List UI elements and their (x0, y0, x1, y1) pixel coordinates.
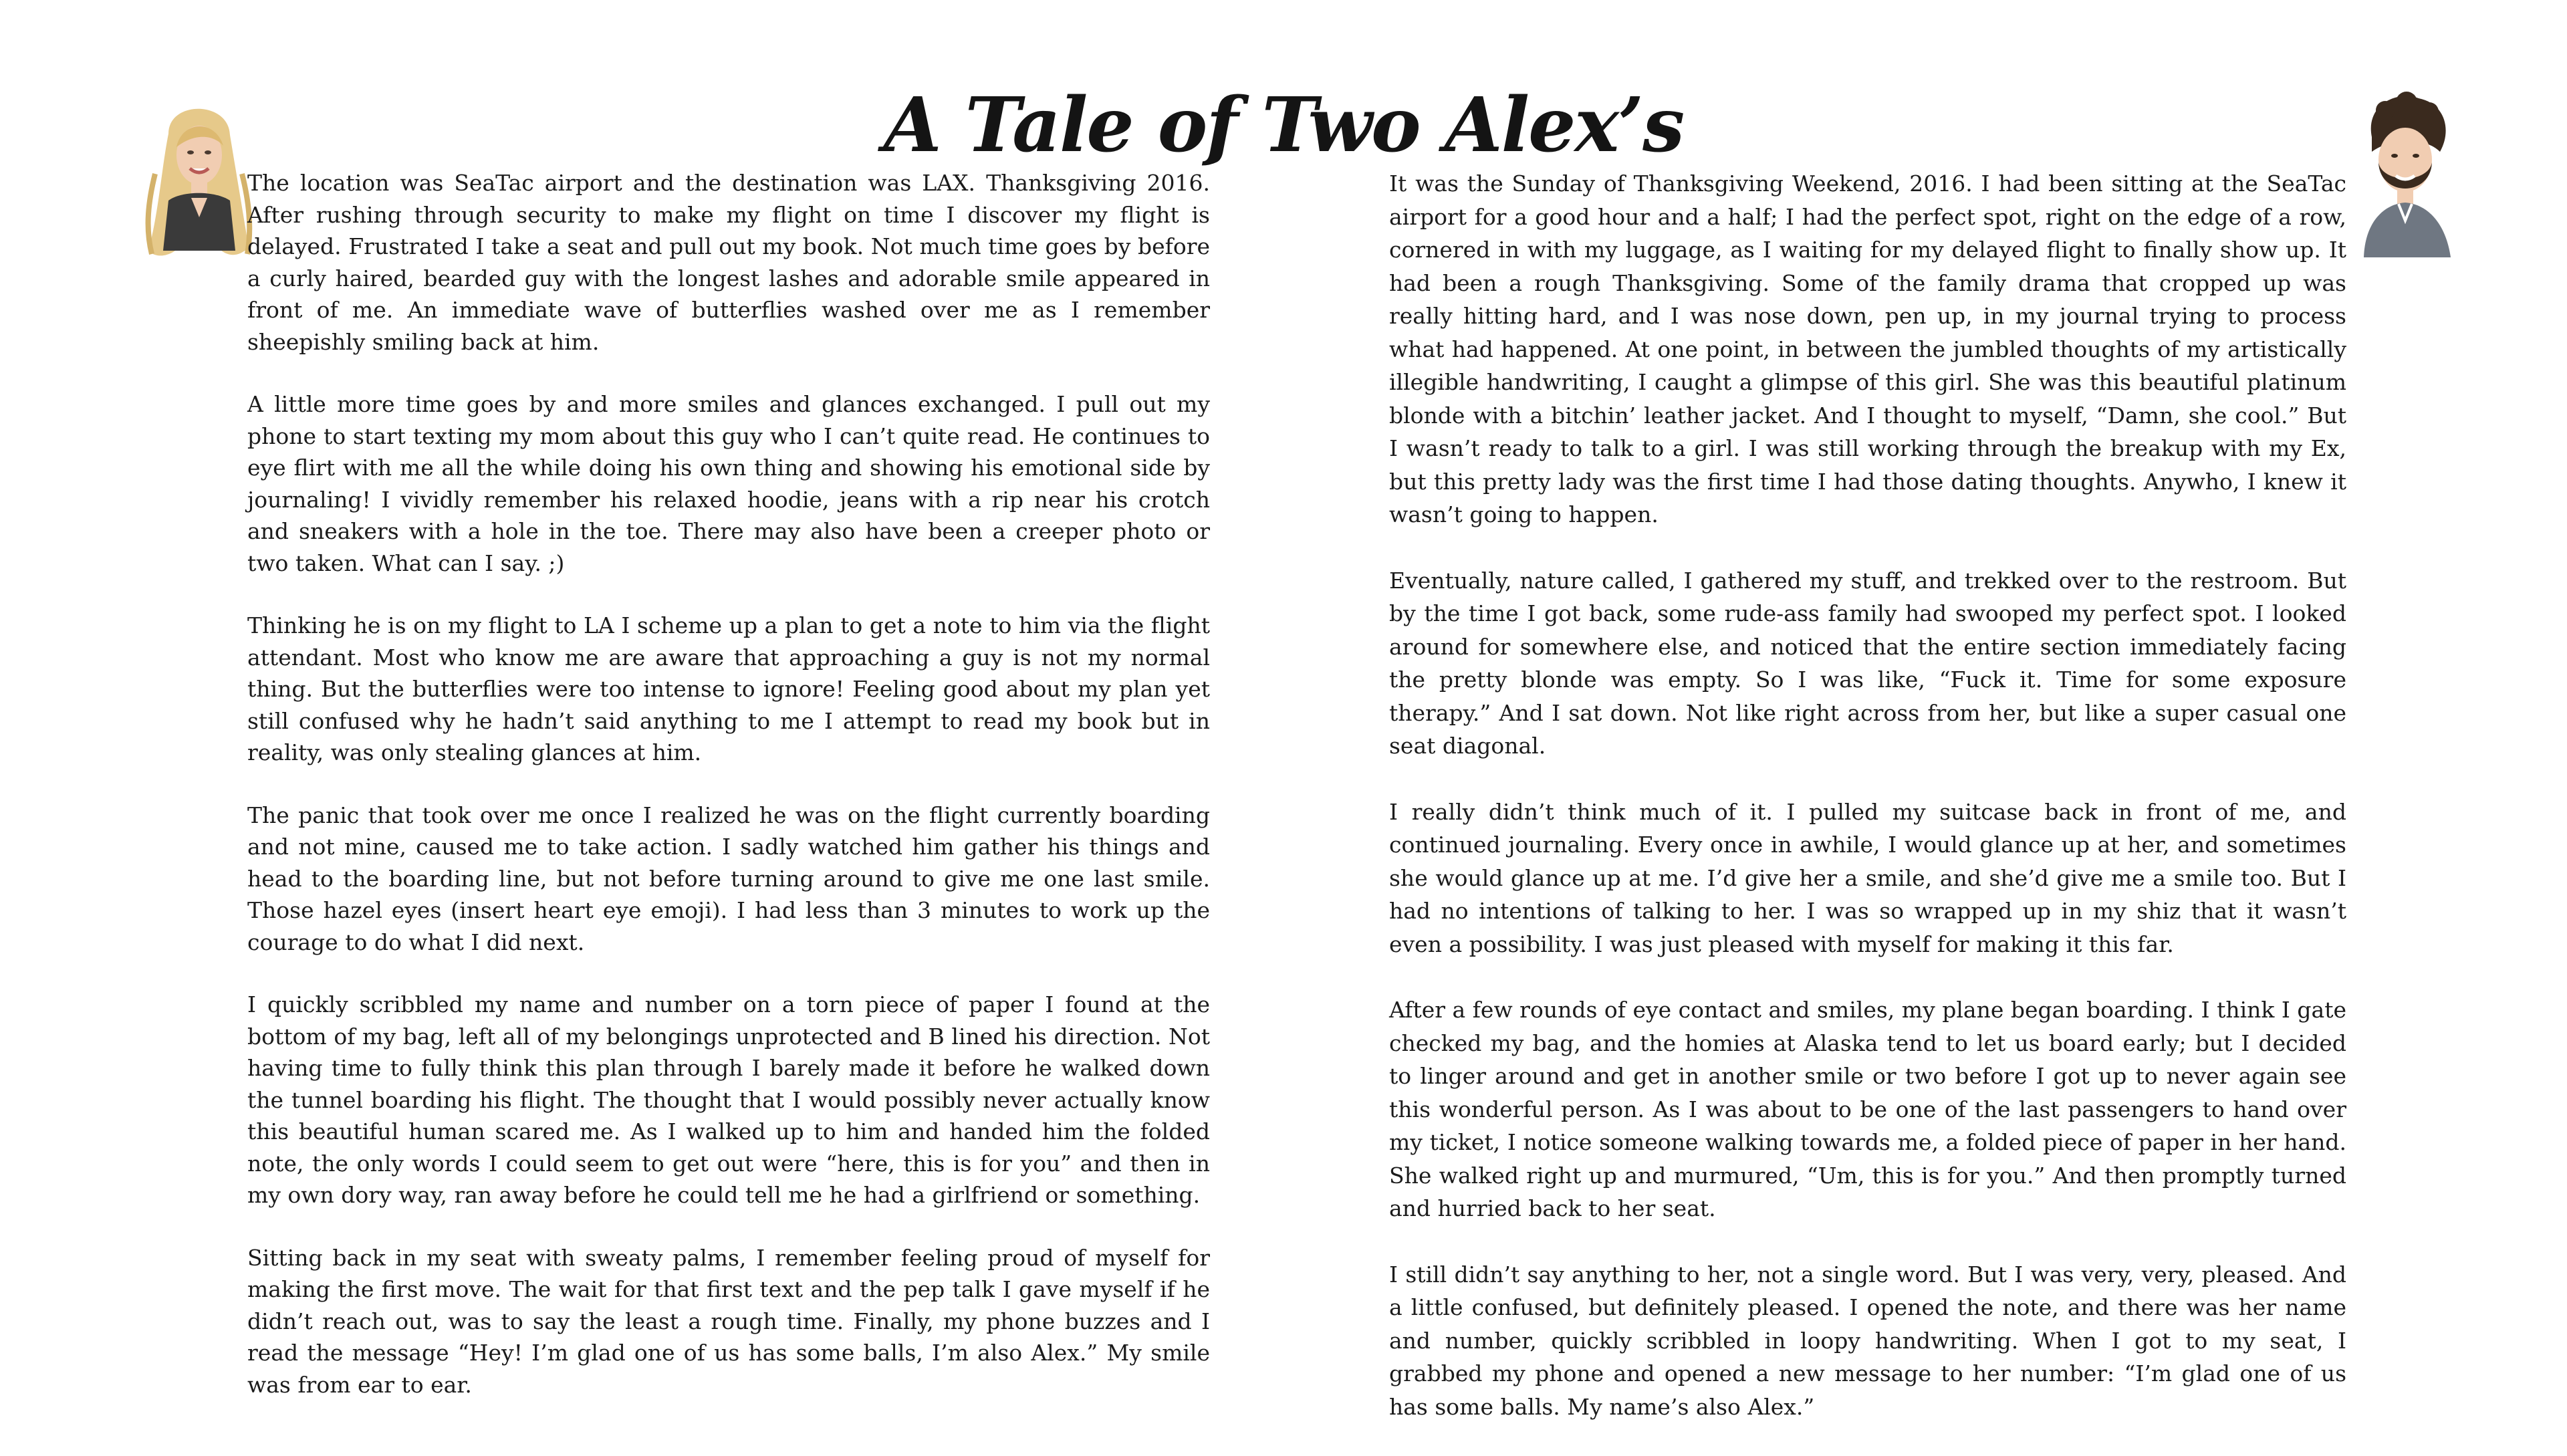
paragraph: The panic that took over me once I realized he was on the flight currently boarding and not mine, caused me to take action. I sadly watched him gather his things and head to the boarding line, but not before turning around to give me one last smile. Those hazel eyes (insert heart eye emoji). I had less than 3 minutes to work up the courage to do what I did next. (247, 802, 1210, 955)
woman-portrait-illustration (142, 94, 255, 267)
paragraph: I quickly scribbled my name and number on a torn piece of paper I found at the bottom of my bag, left all of my belongings unprotected and B lined his direction. Not having time to fully think this plan through I barely made it before he walked down the tunnel boarding his flight. The thought that I would possibly never actually know this beautiful human scared me. As I walked up to him and handed him the folded note, the only words I could seem to get out were “here, this is for you” and then in my own dory way, ran away before he could tell me he had a girlfriend or something. (247, 991, 1210, 1208)
right-column-story (1389, 167, 2346, 1456)
paragraph: Thinking he is on my flight to LA I scheme up a plan to get a note to him via the flight attendant. Most who know me are aware that approaching a guy is not my normal thing. But the butterflies were too intense to ignore! Feeling good about my plan yet still confused why he hadn’t said anything to me I attempt to read my book but in reality, was only stealing glances at him. (247, 612, 1210, 765)
paragraph: A little more time goes by and more smiles and glances exchanged. I pull out my phone to start texting my mom about this guy who I can’t quite read. He continues to eye flirt with me all the while doing his own thing and showing his emotional side by journaling! I vividly remember his relaxed hoodie, jeans with a rip near his crotch and sneakers with a hole in the toe. There may also have been a creeper photo or two taken. What can I say. ;) (247, 391, 1210, 576)
left-column-story (247, 167, 1210, 1431)
paragraph: I really didn’t think much of it. I pulled my suitcase back in front of me, and continued journaling. Every once in awhile, I would glance up at her, and sometimes she would glance up at me. I’d give her a smile, and she’d give me a smile too. But I had no intentions of talking to her. I was so wrapped up in my shiz that it wasn’t even a possibility. I was just pleased with myself for making it this far. (1389, 798, 2346, 957)
paragraph: After a few rounds of eye contact and smiles, my plane began boarding. I think I gate checked my bag, and the homies at Alaska tend to let us board early; but I decided to linger around and get in another smile or two before I got up to never again see this wonderful person. As I was about to be one of the last passengers to hand over my ticket, I notice someone walking towards me, a folded piece of paper in her hand. She walked right up and murmured, “Um, this is for you.” And then promptly turned and hurried back to her seat. (1389, 997, 2346, 1221)
paragraph: Sitting back in my seat with sweaty palms, I remember feeling proud of myself for making the first move. The wait for that first text and the pep talk I gave myself if he didn’t reach out, was to say the least a rough time. Finally, my phone buzzes and I read the message “Hey! I’m glad one of us has some balls, I’m also Alex.” My smile was from ear to ear. (247, 1244, 1210, 1398)
paragraph: I still didn’t say anything to her, not a single word. But I was very, very, pleased. And a little confused, but definitely pleased. I opened the note, and there was her name and number, quickly scribbled in loopy handwriting. When I got to my seat, I grabbed my phone and opened a new message to her number: “I’m glad one of us has some balls. My name’s also Alex.” (1389, 1261, 2346, 1420)
page-title: A Tale of Two Alex’s (883, 82, 1684, 169)
paragraph: It was the Sunday of Thanksgiving Weekend, 2016. I had been sitting at the SeaTac airport for a good hour and a half; I had the perfect spot, right on the edge of a row, cornered in with my luggage, as I waiting for my delayed flight to finally show up. It had been a rough Thanksgiving. Some of the family drama that cropped up was really hitting hard, and I was nose down, pen up, in my journal trying to process what had happened. At one point, in between the jumbled thoughts of my artistically illegible handwriting, I caught a glimpse of this girl. She was this beautiful platinum blonde with a bitchin’ leather jacket. And I thought to myself, “Damn, she cool.” But I wasn’t ready to talk to a girl. I was still working through the breakup with my Ex, but this pretty lady was the first time I had those dating thoughts. Anywho, I knew it wasn’t going to happen. (1389, 170, 2346, 527)
paragraph: Eventually, nature called, I gathered my stuff, and trekked over to the restroom. But by the time I got back, some rude-ass family had swooped my perfect spot. I looked around for somewhere else, and noticed that the entire section immediately facing the pretty blonde was empty. So I was like, “Fuck it. Time for some exposure therapy.” And I sat down. Not like right across from her, but like a super casual one seat diagonal. (1389, 567, 2346, 759)
paragraph: The location was SeaTac airport and the destination was LAX. Thanksgiving 2016. After rushing through security to make my flight on time I discover my flight is delayed. Frustrated I take a seat and pull out my book. Not much time goes by before a curly haired, bearded guy with the longest lashes and adorable smile appeared in front of me. An immediate wave of butterflies washed over me as I remember sheepishly smiling back at him. (247, 170, 1210, 355)
man-portrait-illustration (2345, 90, 2465, 264)
